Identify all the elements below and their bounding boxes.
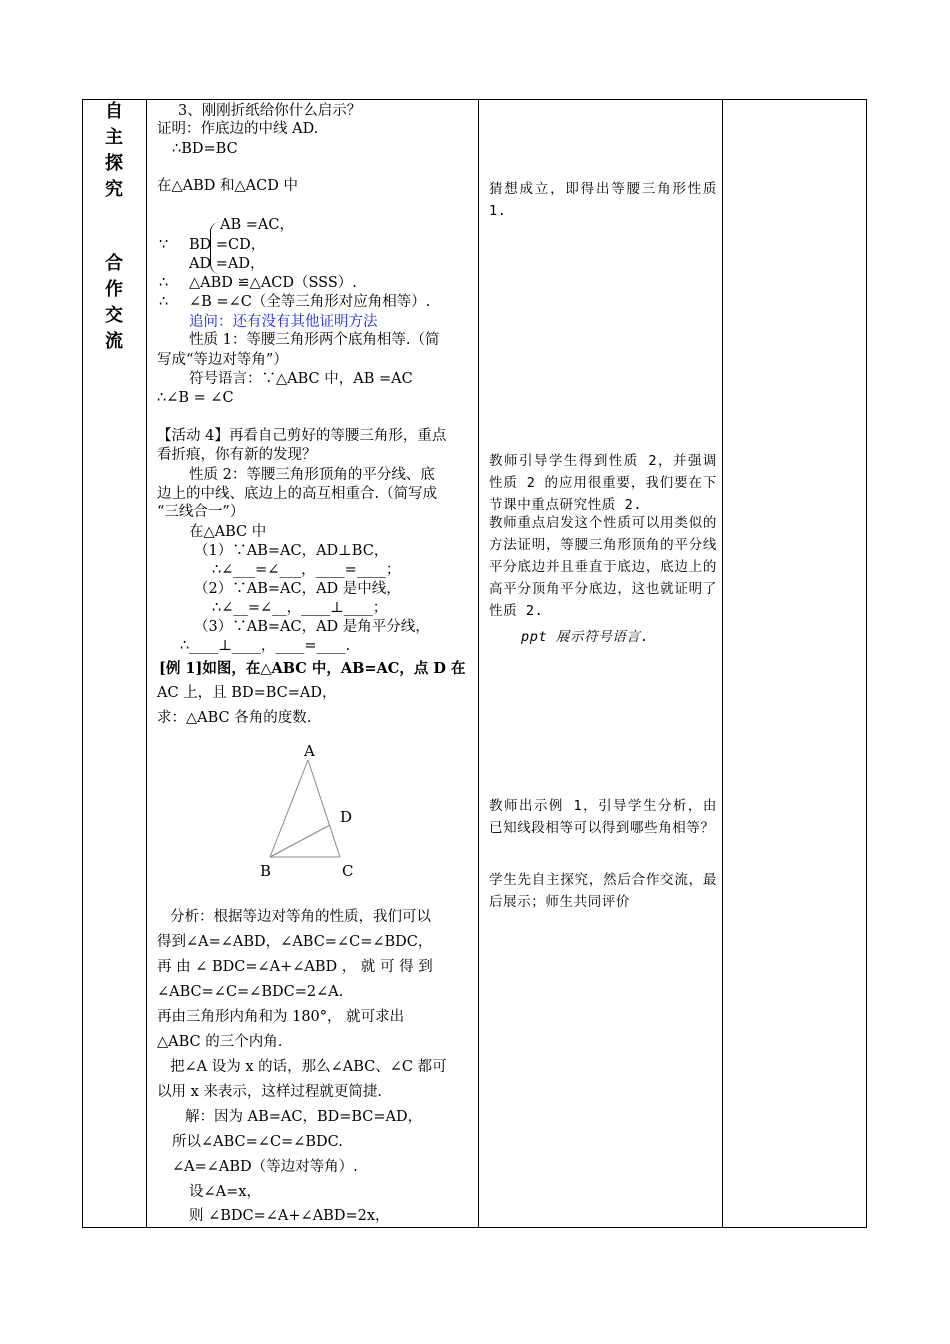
text-line: 写成“等边对等角”） xyxy=(157,352,288,368)
text-line: BD =CD， xyxy=(189,237,266,253)
text-line: ∴∠___=∠___，____=____； xyxy=(212,562,401,578)
table-border-right xyxy=(866,99,867,1228)
teacher-note: ppt 展示符号语言. xyxy=(521,629,650,645)
teacher-note: 教师出示例 1，引导学生分析，由已知线段相等可以得到哪些角相等？ xyxy=(489,798,717,836)
text-line: AB =AC， xyxy=(220,217,294,233)
text-line: 性质 1：等腰三角形两个底角相等.（简 xyxy=(189,332,440,348)
table-col-divider-3 xyxy=(722,99,723,1228)
text-line: （2）∵AB=AC，AD 是中线， xyxy=(194,581,401,597)
text-line: 边上的中线、底边上的高互相重合.（简写成 xyxy=(157,486,438,502)
text-line: ∴ xyxy=(159,275,169,291)
segment-bd xyxy=(270,825,330,857)
text-line: 以用 x 来表示，这样过程就更简捷. xyxy=(157,1084,383,1100)
example-heading: [例 1]如图，在△ABC 中，AB=AC，点 D 在 xyxy=(159,660,466,677)
text-line: 所以∠ABC=∠C=∠BDC. xyxy=(172,1134,343,1150)
vertex-label-d: D xyxy=(340,808,353,826)
vertex-label-c: C xyxy=(342,862,354,880)
teacher-note: 教师引导学生得到性质 2，并强调性质 2 的应用很重要，我们要在下节课中重点研究性质 2. xyxy=(489,453,717,513)
teacher-note: 猜想成立，即得出等腰三角形性质 1. xyxy=(489,181,717,219)
vertex-label-b: B xyxy=(260,862,272,880)
follow-up-question: 追问：还有没有其他证明方法 xyxy=(189,314,378,330)
text-line: △ABD ≌△ACD（SSS）. xyxy=(189,275,357,291)
text-line: （1）∵AB=AC，AD⊥BC， xyxy=(194,543,389,559)
text-line: 把∠A 设为 x 的话，那么∠ABC、∠C 都可 xyxy=(170,1059,447,1075)
side-ab xyxy=(270,760,308,857)
text-line: 【活动 4】再看自己剪好的等腰三角形，重点 xyxy=(157,428,447,444)
side-ac xyxy=(308,760,340,857)
text-line: 求：△ABC 各角的度数. xyxy=(157,710,312,726)
text-line: “三线合一”） xyxy=(157,504,245,520)
text-line: 性质 2：等腰三角形顶角的平分线、底 xyxy=(189,467,435,483)
text-line: 得到∠A=∠ABD，∠ABC=∠C=∠BDC， xyxy=(157,934,433,950)
side-label-char: 主 xyxy=(105,127,123,148)
table-border-bottom xyxy=(82,1227,867,1228)
text-line: AC 上，且 BD=BC=AD， xyxy=(157,685,337,701)
text-line: 看折痕，你有新的发现？ xyxy=(157,447,317,463)
teacher-note: 教师重点启发这个性质可以用类似的方法证明，等腰三角形顶角的平分线平分底边并且垂直于底边，底边上的高平分顶角平分底边，这也就证明了性质 2. xyxy=(489,515,717,619)
text-line: 在△ABD 和△ACD 中 xyxy=(157,178,298,194)
text-line: △ABC 的三个内角. xyxy=(157,1034,283,1050)
text-line: ∴∠B = ∠C xyxy=(157,390,234,406)
side-label-char: 流 xyxy=(105,331,123,352)
text-line: AD =AD， xyxy=(189,256,265,272)
text-line: 再由三角形内角和为 180°， 就可求出 xyxy=(157,1009,405,1025)
text-line: ∴BD=BC xyxy=(172,141,238,157)
side-label-char: 探 xyxy=(105,153,123,174)
side-label-char: 交 xyxy=(105,305,123,326)
side-label-char: 合 xyxy=(105,253,123,274)
text-line: 分析：根据等边对等角的性质，我们可以 xyxy=(170,909,431,925)
teacher-note: 学生先自主探究，然后合作交流，最后展示；师生共同评价 xyxy=(489,872,717,910)
side-label-char: 作 xyxy=(105,279,123,300)
text-line: ∴ xyxy=(159,294,169,310)
table-border-left xyxy=(82,99,83,1228)
text-line: 在△ABC 中 xyxy=(189,524,267,540)
table-col-divider-1 xyxy=(146,99,147,1228)
text-line: ∴____⊥____，____=____. xyxy=(180,638,351,654)
text-line: ∠ABC=∠C=∠BDC=2∠A. xyxy=(157,984,344,1000)
text-line: ∠B =∠C（全等三角形对应角相等）. xyxy=(189,294,431,310)
side-label-char: 自 xyxy=(105,101,123,122)
text-line: 3、刚刚折纸给你什么启示？ xyxy=(178,103,362,119)
triangle-figure xyxy=(250,740,370,885)
side-label-char: 究 xyxy=(105,179,123,200)
text-line: 设∠A=x， xyxy=(189,1184,261,1200)
text-line: 则 ∠BDC=∠A+∠ABD=2x， xyxy=(189,1208,390,1224)
text-line: ∵ xyxy=(159,237,169,253)
text-line: ∠A=∠ABD（等边对等角）. xyxy=(172,1159,358,1175)
text-line: 符号语言：∵△ABC 中，AB =AC xyxy=(189,371,413,387)
text-line: 再 由 ∠ BDC=∠A+∠ABD ， 就 可 得 到 xyxy=(157,959,433,975)
text-line: ∴∠__=∠__，____⊥____； xyxy=(212,600,388,616)
table-col-divider-2 xyxy=(478,99,479,1228)
text-line: 证明：作底边的中线 AD. xyxy=(157,121,319,137)
vertex-label-a: A xyxy=(304,742,315,760)
text-line: 解：因为 AB=AC，BD=BC=AD， xyxy=(185,1109,423,1125)
table-border-top xyxy=(82,99,867,100)
text-line: （3）∵AB=AC，AD 是角平分线， xyxy=(194,619,430,635)
